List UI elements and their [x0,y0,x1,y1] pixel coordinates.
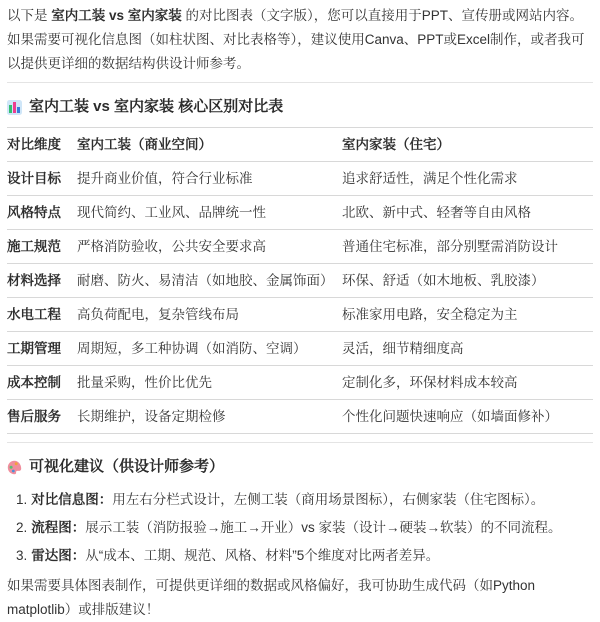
intro-text-prefix: 以下是 [7,8,52,23]
cell-residential: 灵活，细节精细度高 [342,332,593,366]
row-label: 工期管理 [7,332,77,366]
visualization-suggestions-heading-label: 可视化建议（供设计师参考） [29,458,225,475]
suggestion-text: 用左右分栏式设计，左侧工装（商用场景图标），右侧家装（住宅图标）。 [112,492,545,507]
comparison-table-heading [7,97,593,117]
suggestion-label: 雷达图： [31,548,86,563]
cell-residential: 追求舒适性，满足个性化需求 [342,162,593,196]
cell-residential: 普通住宅标准，部分别墅需消防设计 [342,230,593,264]
table-row-style [7,196,593,230]
section-divider-middle [7,442,593,443]
cell-commercial: 严格消防验收，公共安全要求高 [77,230,342,264]
outro-paragraph [7,574,593,622]
intro-paragraph [7,4,593,76]
comparison-table [7,127,593,434]
suggestion-label: 流程图： [31,520,86,535]
col-header-residential: 室内家装（住宅） [342,128,593,162]
comparison-table-heading-label: 室内工装 vs 室内家装 核心区别对比表 [29,98,284,115]
visualization-suggestions-heading [7,457,593,477]
table-row-mep [7,298,593,332]
palette-icon [7,460,22,475]
cell-commercial: 长期维护，设备定期检修 [77,400,342,434]
suggestion-item-flowchart [16,518,593,537]
cell-commercial: 批量采购，性价比优先 [77,366,342,400]
row-label: 施工规范 [7,230,77,264]
section-divider-top [7,82,593,83]
table-row-cost [7,366,593,400]
row-label: 设计目标 [7,162,77,196]
row-label: 材料选择 [7,264,77,298]
table-header-row [7,128,593,162]
row-label: 风格特点 [7,196,77,230]
suggestion-text: 展示工装（消防报验→施工→开业）vs 家装（设计→硬装→软装）的不同流程。 [85,520,562,535]
col-header-commercial: 室内工装（商业空间） [77,128,342,162]
suggestion-item-radar [16,546,593,565]
table-row-design-goal [7,162,593,196]
cell-residential: 定制化多，环保材料成本较高 [342,366,593,400]
table-row-materials [7,264,593,298]
suggestion-item-infographic [16,490,593,509]
intro-text-suffix: 的对比图表（文字版），您可以直接用于PPT、宣传册或网站内容。如果需要可视化信息图（如柱状图、对比表格等），建议使用Canva、PPT或Excel制作，或者我可以提供更详细的数据结构供设计师参考。 [7,8,585,71]
table-row-construction-code [7,230,593,264]
list-number: 1. [16,492,28,507]
cell-commercial: 提升商业价值，符合行业标准 [77,162,342,196]
bar-chart-icon [7,100,22,115]
col-header-dimension: 对比维度 [7,128,77,162]
list-number: 2. [16,520,28,535]
cell-residential: 环保、舒适（如木地板、乳胶漆） [342,264,593,298]
cell-residential: 个性化问题快速响应（如墙面修补） [342,400,593,434]
suggestion-label: 对比信息图： [31,492,113,507]
cell-commercial: 高负荷配电，复杂管线布局 [77,298,342,332]
row-label: 售后服务 [7,400,77,434]
table-row-schedule [7,332,593,366]
cell-commercial: 耐磨、防火、易清洁（如地胶、金属饰面） [77,264,342,298]
cell-commercial: 周期短，多工种协调（如消防、空调） [77,332,342,366]
table-row-aftersales [7,400,593,434]
cell-residential: 标准家用电路，安全稳定为主 [342,298,593,332]
cell-commercial: 现代简约、工业风、品牌统一性 [77,196,342,230]
row-label: 水电工程 [7,298,77,332]
suggestion-list [7,490,593,565]
outro-text: 如果需要具体图表制作，可提供更详细的数据或风格偏好，我可协助生成代码（如Python matplotlib）或排版建议！ [7,578,536,617]
list-number: 3. [16,548,28,563]
row-label: 成本控制 [7,366,77,400]
suggestion-text: 从“成本、工期、规范、风格、材料”5个维度对比两者差异。 [85,548,440,563]
cell-residential: 北欧、新中式、轻奢等自由风格 [342,196,593,230]
intro-text-bold: 室内工装 vs 室内家装 [51,8,182,23]
